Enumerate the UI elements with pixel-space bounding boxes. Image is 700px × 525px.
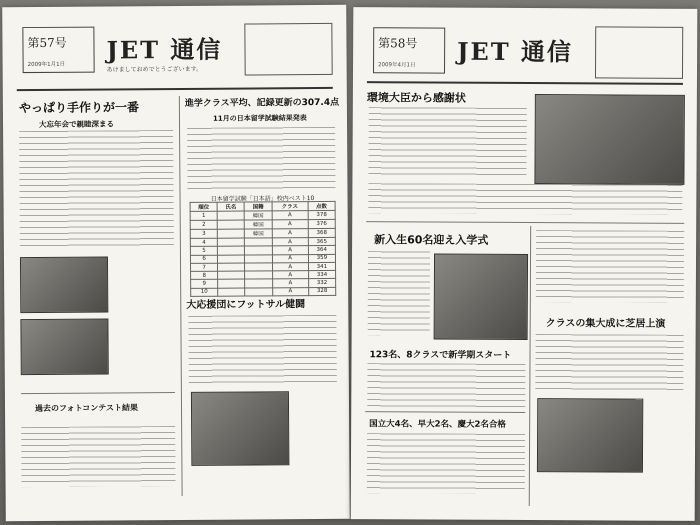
table-cell: 10 <box>191 288 218 296</box>
table-cell <box>218 263 245 271</box>
col-country: 国籍 <box>244 202 271 211</box>
table-cell: 韓国 <box>245 211 272 220</box>
table-cell: 332 <box>308 279 335 287</box>
col-rank: 順位 <box>190 202 217 211</box>
table-cell: 韓国 <box>245 229 272 238</box>
table-cell: 5 <box>190 247 217 255</box>
table-cell: A <box>272 271 308 280</box>
subhead-top: 11月の日本留学試験結果発表 <box>212 114 307 123</box>
table-cell: A <box>272 287 308 296</box>
photo-entrance <box>434 254 528 340</box>
subhead-main: 大忘年会で親睦深まる <box>38 119 115 129</box>
table-cell: A <box>272 229 308 238</box>
newsletter-logo: JET 通信 <box>457 36 574 67</box>
table-cell <box>245 238 272 246</box>
photo-futsal <box>191 391 290 466</box>
table-cell: 328 <box>308 287 335 295</box>
ranking-table <box>190 201 337 297</box>
photo-contest-text <box>21 426 175 487</box>
article-text <box>19 130 174 249</box>
publisher-box <box>595 26 683 78</box>
drama-text <box>535 334 683 391</box>
divider <box>21 392 175 394</box>
greeting: あけましておめでとうございます。 <box>106 65 203 74</box>
entrance-text <box>368 251 430 335</box>
universities-text <box>367 433 525 494</box>
table-cell: A <box>272 220 308 229</box>
col-class: クラス <box>272 202 308 211</box>
classes-text <box>367 363 525 408</box>
masthead-rule <box>17 87 333 91</box>
column-divider <box>529 226 531 506</box>
issue-date: 2009年1月1日 <box>27 61 66 69</box>
table-cell: 359 <box>308 254 335 262</box>
table-cell: 9 <box>191 280 218 288</box>
table-title: 日本留学試験「日本語」校内ベスト10 <box>210 195 315 203</box>
table-cell: A <box>272 238 308 247</box>
table-cell <box>245 271 272 279</box>
table-cell: 3 <box>190 229 217 238</box>
newsletter-issue-57 <box>2 5 350 521</box>
headline-top: 進学クラス平均、記録更新の307.4点 <box>184 97 340 109</box>
headline-universities: 国立大4名、早大2名、慶大2名合格 <box>369 419 506 430</box>
table-cell: A <box>272 211 308 220</box>
publisher-box <box>244 23 332 76</box>
table-cell: 365 <box>308 237 335 245</box>
headline-main: 環境大臣から感謝状 <box>366 91 466 105</box>
table-cell <box>217 220 244 229</box>
table-cell <box>218 271 245 279</box>
table-cell: A <box>272 246 308 255</box>
table-cell: 1 <box>190 211 217 220</box>
issue-box <box>22 27 94 74</box>
table-cell <box>245 254 272 262</box>
headline-photo-contest: 過去のフォトコンテスト結果 <box>34 403 139 413</box>
table-cell: 341 <box>308 262 335 270</box>
newsletter-issue-58 <box>351 7 698 521</box>
futsal-text <box>188 315 336 384</box>
exam-text <box>187 127 335 190</box>
masthead <box>22 21 334 87</box>
issue-number: 第58号 <box>378 36 418 51</box>
table-cell <box>218 255 245 263</box>
table-cell <box>217 211 244 220</box>
table-cell <box>218 280 245 288</box>
table-cell: 8 <box>191 271 218 279</box>
photo-award <box>534 94 684 185</box>
col-score: 点数 <box>308 201 335 210</box>
photo-party-1 <box>20 256 108 313</box>
issue-number: 第57号 <box>27 35 67 51</box>
col-name: 氏名 <box>217 202 244 211</box>
table-cell: 2 <box>190 220 217 229</box>
table-cell <box>217 229 244 238</box>
table-cell: 6 <box>190 255 217 263</box>
issue-date: 2009年4月1日 <box>378 62 416 69</box>
table-cell: A <box>272 254 308 263</box>
photo-drama <box>537 398 643 473</box>
headline-entrance: 新入生60名迎え入学式 <box>374 233 489 247</box>
table-cell: 7 <box>191 263 218 271</box>
column-divider <box>179 96 183 496</box>
headline-classes: 123名、8クラスで新学期スタート <box>369 350 512 361</box>
table-cell <box>245 263 272 271</box>
headline-futsal: 大応援団にフットサル健闘 <box>186 299 306 311</box>
issue-box <box>373 27 445 73</box>
divider-2 <box>365 411 525 413</box>
table-cell: 376 <box>308 219 335 228</box>
table-cell: 韓国 <box>245 220 272 229</box>
entrance-text-2 <box>536 230 684 303</box>
headline-main: やっぱり手作りが一番 <box>18 100 139 116</box>
table-cell: 364 <box>308 246 335 254</box>
table-cell <box>218 246 245 254</box>
table-cell: A <box>272 262 308 271</box>
newsletter-logo: JET 通信 <box>106 34 223 65</box>
table-cell: A <box>272 279 308 288</box>
masthead <box>373 23 685 89</box>
award-text-2 <box>368 183 682 215</box>
award-text <box>368 107 526 178</box>
divider <box>366 221 684 224</box>
table-cell <box>245 246 272 254</box>
table-cell <box>218 238 245 246</box>
table-cell: 378 <box>308 210 335 219</box>
photo-party-2 <box>20 318 108 375</box>
table-cell <box>245 279 272 287</box>
table-cell: 368 <box>308 228 335 237</box>
table-cell: 334 <box>308 271 335 279</box>
headline-drama: クラスの集大成に芝居上演 <box>545 318 666 330</box>
table-cell: 4 <box>190 238 217 246</box>
